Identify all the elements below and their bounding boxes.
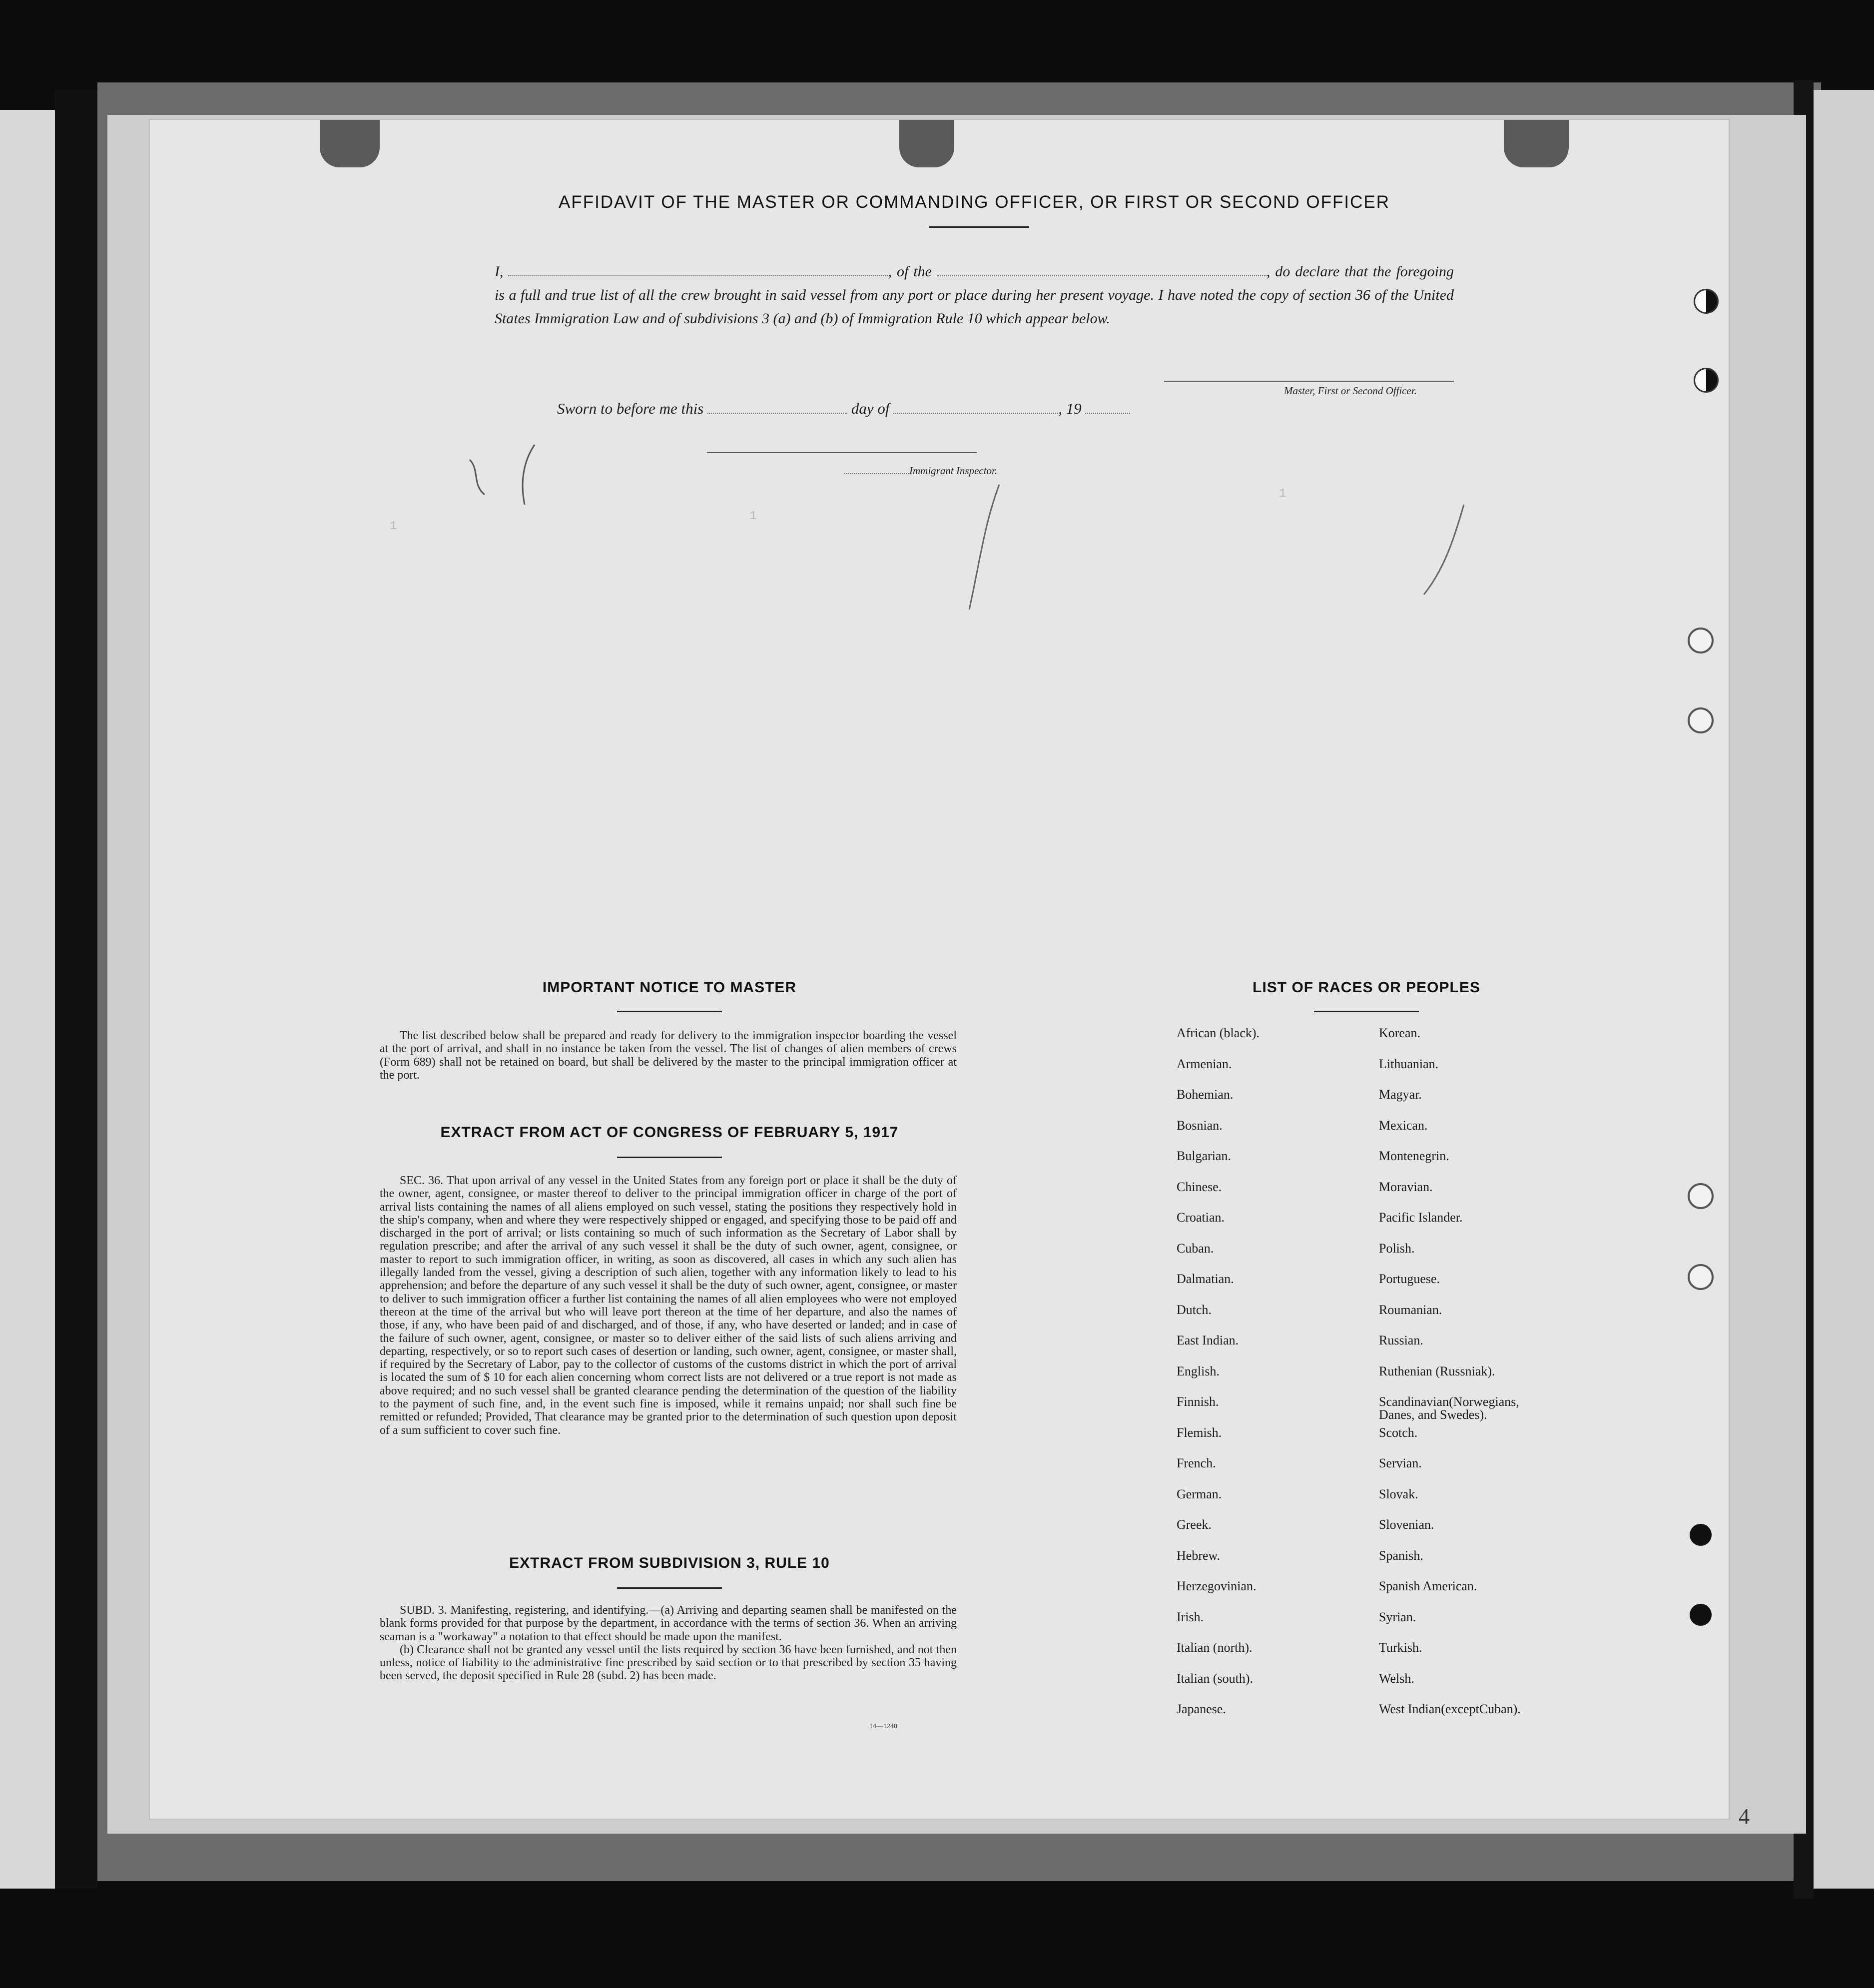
film-gap-left — [55, 90, 97, 1889]
adjacent-page-right — [1806, 90, 1874, 1889]
binder-hole — [1694, 289, 1719, 314]
race-item: Ruthenian (Russniak). — [1379, 1363, 1495, 1378]
race-item: Spanish. — [1379, 1548, 1423, 1563]
race-item: English. — [1177, 1363, 1220, 1378]
notice-paragraph: The list described below shall be prepared and ready for delivery to the immigration inspector boarding the vessel at the port of arrival, and shall in no instance be taken from the vessel. The list of changes of alien members of crews (Form 689) shall not be retained on board, but shall be delivered by the master to the principal immigration officer at the port. — [380, 1029, 957, 1082]
race-item: Greek. — [1177, 1517, 1212, 1532]
sworn-year-blank[interactable] — [1085, 400, 1130, 414]
bleed-through-mark: 1 — [749, 510, 757, 523]
sworn-line — [557, 400, 1130, 418]
race-item: Syrian. — [1379, 1609, 1416, 1624]
affidavit-do-declare: , do declare — [1266, 263, 1340, 280]
inspector-label — [844, 465, 997, 477]
race-item: Slovenian. — [1379, 1517, 1434, 1532]
race-item: Scandinavian(Norwegians, Danes, and Swedes). — [1379, 1394, 1519, 1422]
race-item: Croatian. — [1177, 1210, 1225, 1225]
races-right-column — [1379, 1027, 1521, 1734]
page-tear — [1504, 120, 1569, 167]
act-paragraph: SEC. 36. That upon arrival of any vessel in the United States from any foreign port or place it shall be the duty of the owner, agent, consignee, or master thereof to deliver to the principal immigration officer in charge of the port of arrival lists containing the names of all aliens employed on such vessel, stating the positions they respectively hold in the ship's company, when and where they were respectively shipped or engaged, and specifying those to be paid off and discharged in the port of arrival; or lists containing so much of such information as the Secretary of Labor shall by regulation prescribe; and after the arrival of any such vessel it shall be the duty of such owner, agent, consignee, or master to report to such immigration officer, in writing, as soon as discovered, all cases in which any such alien has illegally landed from the vessel, giving a description of such alien, together with any information likely to lead to his apprehension; and before the departure of any such vessel it shall be the duty of such owner, agent, consignee, or master to deliver to such immigration officer a further list containing the names of all alien employees who were not employed thereon at the time of the arrival but who will leave port thereon at the time of her departure, and also the names of those, if any, who have been paid of and discharged, and of those, if any, who have deserted or landed; and in case of the failure of such owner, agent, consignee, or master so to deliver either of the said lists of such aliens arriving and departing, respectively, or so to report such cases of desertion or landing, such owner, agent, consignee, or master shall, if required by the Secretary of Labor, pay to the collector of customs of the customs district in which the port of arrival is located the sum of $ 10 for each alien concerning whom correct lists are not delivered or a true report is not made as above required; and no such vessel shall be granted clearance pending the determination of the question of the liability to the payment of such fine, and, in the event such fine is imposed, while it remains unpaid; nor shall such fine be remitted or refunded; Provided, That clearance may be granted prior to the determination of such question upon deposit of a sum sufficient to cover such fine. — [380, 1174, 957, 1437]
affidavit-i: I, — [495, 263, 504, 280]
race-item: Irish. — [1177, 1609, 1204, 1624]
master-signature-line[interactable] — [1164, 381, 1454, 382]
binder-hole — [1690, 1524, 1712, 1546]
sworn-prefix: Sworn to before me this — [557, 400, 704, 417]
act-heading: EXTRACT FROM ACT OF CONGRESS OF FEBRUARY 5, 1917 — [440, 1124, 899, 1141]
race-item: Welsh. — [1379, 1671, 1414, 1686]
name-blank[interactable] — [508, 262, 888, 276]
race-item: French. — [1177, 1456, 1216, 1470]
sworn-day-blank[interactable] — [707, 400, 847, 414]
affidavit-declaration: that the foregoing is a full and true list of all the crew brought in said vessel from any port or place during her present voyage. I have noted the copy of section 36 of the United States Immigration Law and of subdivisions 3 (a) and (b) of Immigration Rule 10 which appear below. — [495, 263, 1454, 327]
form-number: 14—1240 — [869, 1723, 897, 1730]
notice-heading: IMPORTANT NOTICE TO MASTER — [542, 979, 797, 996]
adjacent-page-left — [0, 110, 55, 1889]
race-item: Finnish. — [1177, 1394, 1219, 1409]
race-item: Scotch. — [1379, 1425, 1418, 1440]
bleed-through-mark: 1 — [390, 520, 397, 533]
race-item: East Indian. — [1177, 1333, 1239, 1347]
race-item: Mexican. — [1379, 1118, 1428, 1133]
binder-hole — [1690, 1604, 1712, 1626]
races-left-column — [1177, 1027, 1259, 1734]
race-item: Korean. — [1379, 1026, 1421, 1040]
races-rule — [1314, 1011, 1419, 1012]
race-item: Pacific Islander. — [1379, 1210, 1463, 1225]
race-item: Italian (north). — [1177, 1640, 1252, 1655]
rule-text — [380, 1604, 957, 1683]
page-tear — [899, 120, 954, 167]
race-item: Russian. — [1379, 1333, 1423, 1347]
race-item: Turkish. — [1379, 1640, 1422, 1655]
race-item: Bohemian. — [1177, 1087, 1234, 1102]
race-item: Spanish American. — [1379, 1579, 1477, 1593]
bleed-through-mark: 1 — [1279, 487, 1286, 501]
pencil-stroke-mark — [949, 480, 1009, 620]
binder-hole — [1688, 628, 1714, 654]
act-rule — [617, 1157, 722, 1158]
binder-hole — [1688, 1264, 1714, 1290]
race-item: Moravian. — [1379, 1179, 1433, 1194]
race-item: Hebrew. — [1177, 1548, 1221, 1563]
inspector-label-text: Immigrant Inspector. — [909, 465, 998, 477]
binder-hole — [1694, 368, 1719, 393]
race-item: Servian. — [1379, 1456, 1422, 1470]
sworn-month-blank[interactable] — [893, 400, 1058, 414]
race-item: West Indian(exceptCuban). — [1379, 1702, 1521, 1716]
race-item: Bulgarian. — [1177, 1149, 1232, 1163]
master-label: Master, First or Second Officer. — [1284, 385, 1417, 397]
rule-paragraph-b: (b) Clearance shall not be granted any vessel until the lists required by section 36 have been furnished, and not then unless, notice of liability to the administrative fine prescribed by said section or to that prescribed by section 35 having been served, the deposit specified in Rule 28 (subd. 2) has been made. — [380, 1643, 957, 1683]
sworn-year-label: , 19 — [1058, 400, 1082, 417]
race-item: Chinese. — [1177, 1179, 1222, 1194]
rule-rule — [617, 1587, 722, 1589]
race-item: Polish. — [1379, 1241, 1415, 1256]
rule-heading: EXTRACT FROM SUBDIVISION 3, RULE 10 — [509, 1555, 830, 1571]
pencil-stroke-mark — [450, 440, 560, 510]
race-item: Portuguese. — [1379, 1272, 1440, 1286]
race-item: Flemish. — [1177, 1425, 1222, 1440]
act-text — [380, 1174, 957, 1437]
race-item: Magyar. — [1379, 1087, 1422, 1102]
notice-rule — [617, 1011, 722, 1012]
rule-paragraph-a: SUBD. 3. Manifesting, registering, and identifying.—(a) Arriving and departing seamen shall be manifested on the blank forms provided for that purpose by the department, in accordance with the terms of section 36. When an arriving seaman is a "workaway" a notation to that effect should be made upon the manifest. — [380, 1604, 957, 1643]
race-item: Roumanian. — [1379, 1302, 1442, 1317]
affidavit-body — [495, 260, 1454, 330]
race-item: Cuban. — [1177, 1241, 1214, 1256]
page-tear — [320, 120, 380, 167]
notice-text — [380, 1029, 957, 1082]
binder-hole — [1688, 1183, 1714, 1209]
handwritten-page-number: 4 — [1739, 1804, 1750, 1829]
race-item: Dalmatian. — [1177, 1272, 1234, 1286]
affidavit-of-the: , of the — [888, 263, 932, 280]
binder-hole — [1688, 707, 1714, 733]
race-item: Montenegrin. — [1379, 1149, 1449, 1163]
pencil-stroke-mark — [1414, 500, 1474, 600]
race-item: Lithuanian. — [1379, 1056, 1439, 1071]
inspector-blank[interactable] — [844, 465, 909, 474]
race-item: Dutch. — [1177, 1302, 1212, 1317]
races-heading: LIST OF RACES OR PEOPLES — [1252, 979, 1480, 996]
race-item: African (black). — [1177, 1026, 1260, 1040]
race-item: German. — [1177, 1486, 1222, 1501]
race-item: Herzegovinian. — [1177, 1579, 1256, 1593]
race-item: Armenian. — [1177, 1056, 1232, 1071]
vessel-blank[interactable] — [937, 262, 1266, 276]
inspector-signature-line[interactable] — [707, 452, 977, 453]
affidavit-title: AFFIDAVIT OF THE MASTER OR COMMANDING OFFICER, OR FIRST OR SECOND OFFICER — [558, 192, 1390, 212]
race-item: Slovak. — [1379, 1486, 1418, 1501]
race-item: Italian (south). — [1177, 1671, 1253, 1686]
race-item: Japanese. — [1177, 1702, 1226, 1716]
sworn-day-label: day of — [851, 400, 890, 417]
race-item: Bosnian. — [1177, 1118, 1223, 1133]
title-rule — [929, 226, 1029, 228]
